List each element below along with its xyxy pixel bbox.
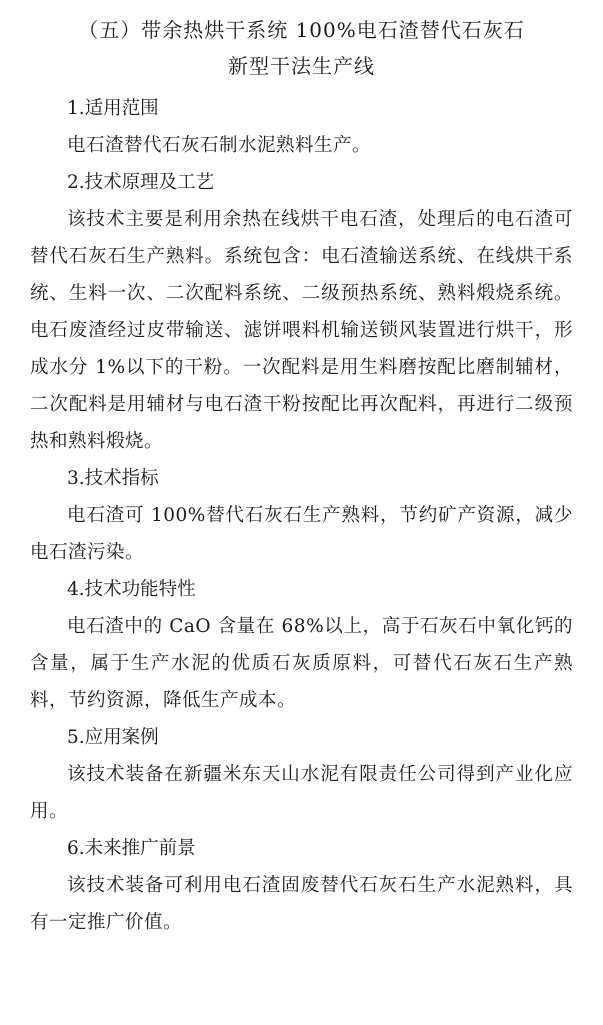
section-cases [30, 719, 573, 830]
section-body: 电石渣替代石灰石制水泥熟料生产。 [67, 135, 372, 156]
section-principle [30, 164, 573, 460]
section-features [30, 571, 573, 719]
section-body: 该技术装备可利用电石渣固废替代石灰石生产水泥熟料，具有一定推广价值。 [30, 875, 573, 933]
section-heading: 4.技术功能特性 [67, 579, 196, 600]
section-scope [30, 90, 573, 164]
section-body: 电石渣可 100%替代石灰石生产熟料，节约矿产资源，减少电石渣污染。 [30, 505, 573, 563]
section-heading: 1.适用范围 [67, 98, 159, 119]
document-title-line-2: 新型干法生产线 [228, 54, 375, 78]
section-body: 电石渣中的 CaO 含量在 68%以上，高于石灰石中氧化钙的含量，属于生产水泥的优质石灰质原料，可替代石灰石生产熟料，节约资源，降低生产成本。 [30, 616, 573, 711]
section-heading: 6.未来推广前景 [67, 838, 196, 859]
section-body: 该技术主要是利用余热在线烘干电石渣，处理后的电石渣可替代石灰石生产熟料。系统包含：电石渣输送系统、在线烘干系统、生料一次、二次配料系统、二级预热系统、熟料煅烧系统。电石废渣经过皮带输送、滤饼喂料机输送锁风装置进行烘干，形成水分 1%以下的干粉。一次配料是用生料磨按配比磨制辅材，二次配料是用辅材与电石渣干粉按配比再次配料，再进行二级预热和熟料煅烧。 [30, 209, 573, 452]
section-prospects [30, 830, 573, 941]
section-body: 该技术装备在新疆米东天山水泥有限责任公司得到产业化应用。 [30, 764, 573, 822]
section-indicators [30, 460, 573, 571]
document-title-line-1: （五）带余热烘干系统 100%电石渣替代石灰石 [78, 18, 525, 42]
section-heading: 5.应用案例 [67, 727, 159, 748]
section-heading: 2.技术原理及工艺 [67, 172, 215, 193]
section-heading: 3.技术指标 [67, 468, 159, 489]
